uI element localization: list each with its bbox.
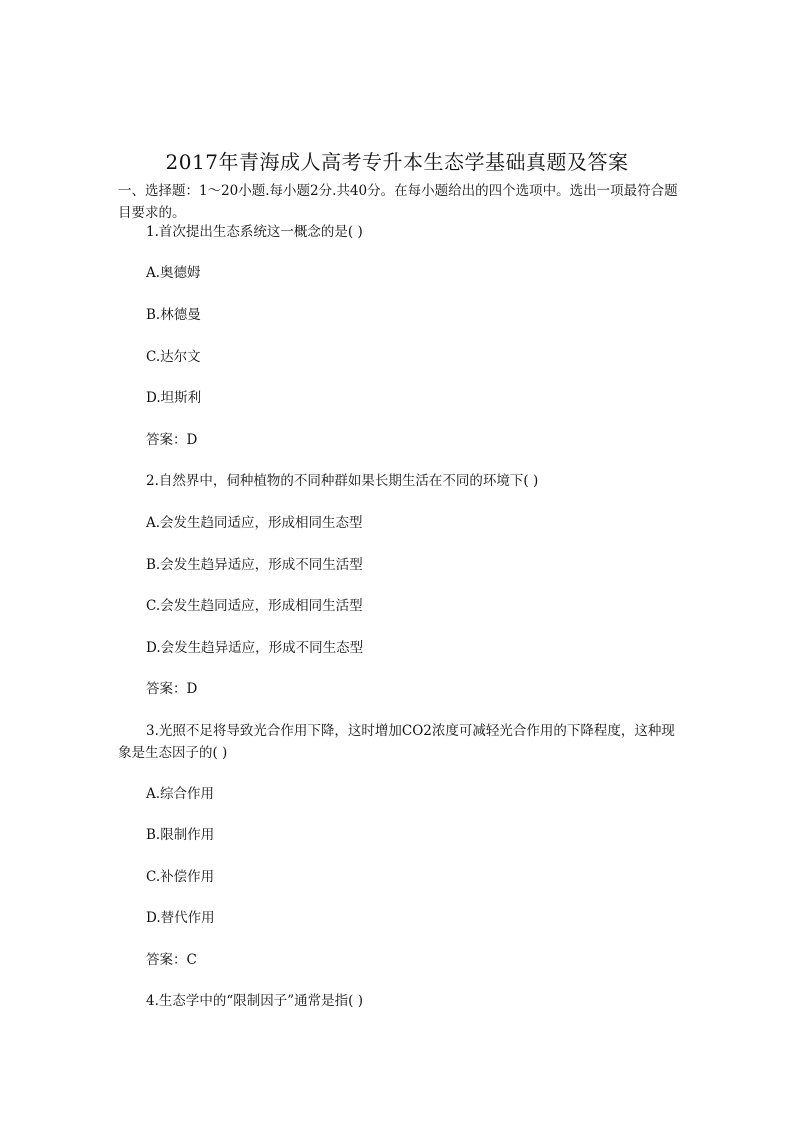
option-c: C.补偿作用 bbox=[146, 869, 215, 885]
answer: 答案：D bbox=[146, 432, 198, 448]
question-stem: 2.自然界中，伺种植物的不同种群如果长期生活在不同的环境下( ) bbox=[146, 473, 539, 489]
question-stem: 1.首次提出生态系统这一概念的是( ) bbox=[146, 224, 363, 240]
option-b: B.会发生趋异适应，形成不同生活型 bbox=[146, 557, 363, 573]
answer: 答案：D bbox=[146, 681, 198, 697]
option-b: B.限制作用 bbox=[146, 827, 215, 843]
option-d: D.会发生趋异适应，形成不同生态型 bbox=[146, 640, 364, 656]
question-stem: 3.光照不足将导致光合作用下降，这时增加CO2浓度可减轻光合作用的下降程度，这种现象是生态因子的( ) bbox=[118, 723, 675, 761]
section-intro: 一、选择题：1～20小题.每小题2分.共40分。在每小题给出的四个选项中。选出一项最符合题目要求的。 bbox=[118, 183, 678, 221]
question-stem: 4.生态学中的“限制因子”通常是指( ) bbox=[146, 993, 364, 1009]
option-a: A.奥德姆 bbox=[146, 265, 201, 281]
option-d: D.替代作用 bbox=[146, 910, 215, 926]
option-b: B.林德曼 bbox=[146, 307, 201, 323]
option-a: A.会发生趋同适应，形成相同生态型 bbox=[146, 515, 363, 531]
document-title: 2017年青海成人高考专升本生态学基础真题及答案 bbox=[165, 150, 629, 174]
option-c: C.会发生趋同适应，形成相同生活型 bbox=[146, 598, 363, 614]
option-d: D.坦斯利 bbox=[146, 390, 202, 406]
option-a: A.综合作用 bbox=[146, 786, 215, 802]
option-c: C.达尔文 bbox=[146, 349, 201, 365]
answer: 答案：C bbox=[146, 952, 197, 968]
